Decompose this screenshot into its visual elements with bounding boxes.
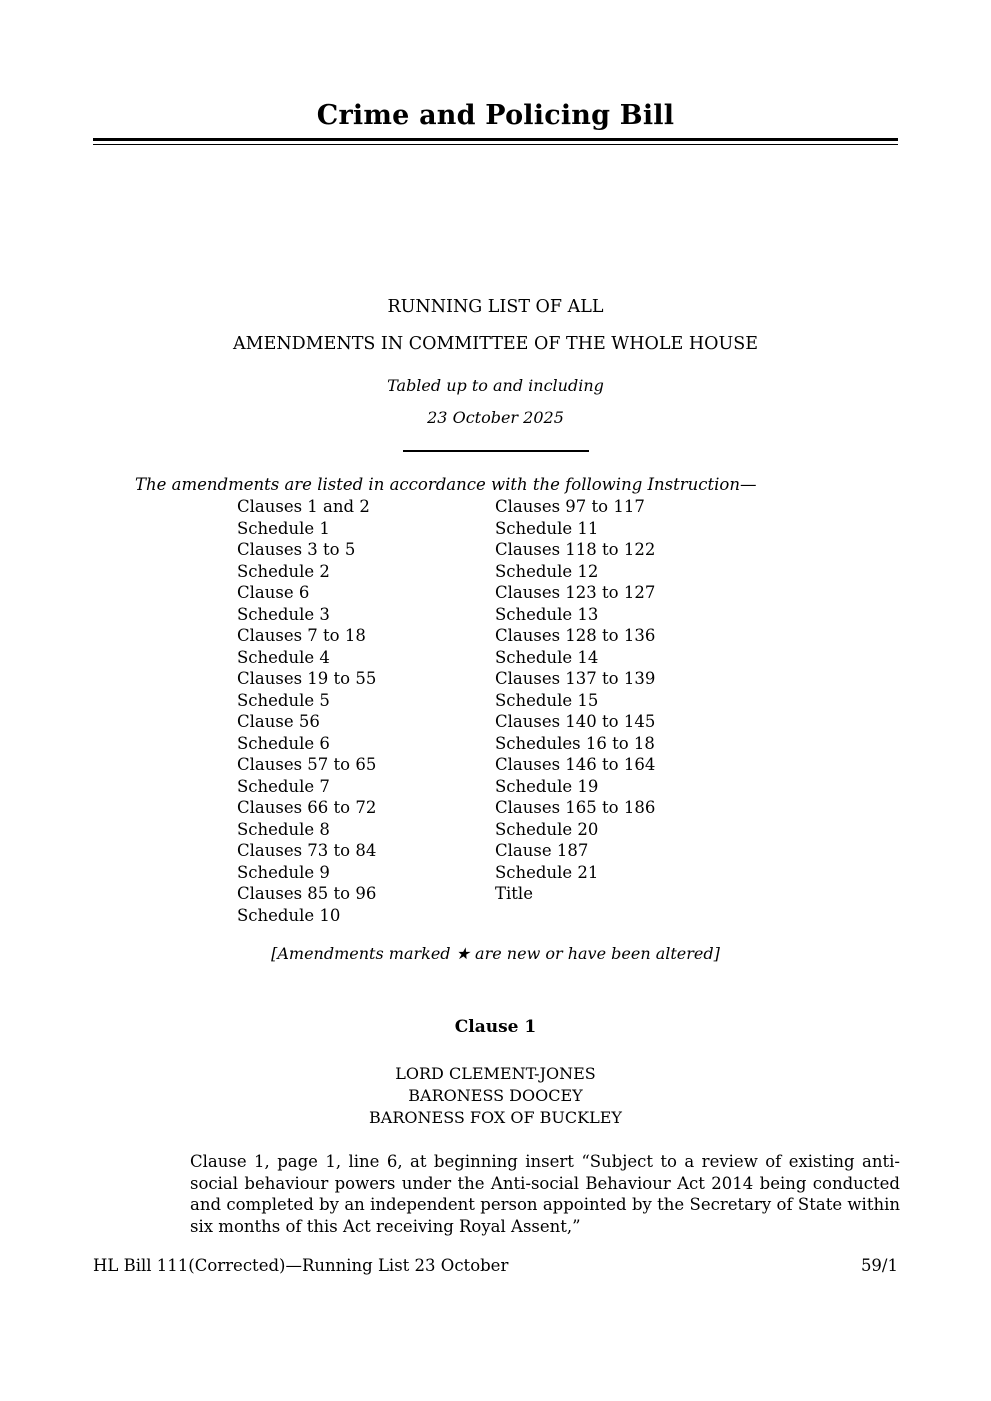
footer-bill-reference: HL Bill 111(Corrected)—Running List 23 October (93, 1256, 509, 1275)
instruction-list-item: Schedule 21 (495, 862, 599, 882)
instruction-list-item: Schedule 8 (237, 819, 330, 839)
instruction-list-item: Schedule 4 (237, 647, 330, 667)
instruction-list-item: Schedule 20 (495, 819, 599, 839)
instruction-list-item: Schedule 15 (495, 690, 599, 710)
sponsor-name: BARONESS DOOCEY (408, 1086, 583, 1105)
tabled-date: 23 October 2025 (427, 408, 564, 427)
instruction-intro: The amendments are listed in accordance with the following Instruction— (135, 475, 757, 494)
instruction-list-item: Clause 187 (495, 841, 589, 860)
instruction-columns (237, 496, 991, 926)
instruction-list-item: Clauses 66 to 72 (237, 798, 377, 817)
clause-heading: Clause 1 (454, 1017, 537, 1037)
instruction-list-item: Clause 56 (237, 712, 320, 731)
instruction-list-item: Schedule 3 (237, 604, 330, 624)
instruction-list-item: Clauses 19 to 55 (237, 669, 377, 688)
instruction-list-item: Clauses 128 to 136 (495, 626, 656, 645)
instruction-list-item: Schedule 13 (495, 604, 599, 624)
instruction-list-item: Schedule 11 (495, 518, 599, 538)
instruction-list-item: Schedule 7 (237, 776, 330, 796)
sponsor-name: BARONESS FOX OF BUCKLEY (369, 1108, 622, 1127)
instruction-list-item: Clauses 118 to 122 (495, 540, 656, 559)
instruction-list-item: Schedule 1 (237, 518, 330, 538)
title-rule-thin-line (93, 144, 898, 145)
instruction-list-item: Schedule 2 (237, 561, 330, 581)
instruction-list-item: Clauses 73 to 84 (237, 841, 377, 860)
instruction-list-item: Clauses 165 to 186 (495, 798, 656, 817)
instruction-list-item: Clauses 1 and 2 (237, 497, 370, 516)
instruction-list-item: Clauses 57 to 65 (237, 755, 377, 774)
instruction-list-item: Schedule 5 (237, 690, 330, 710)
instruction-column-right (495, 496, 991, 926)
instruction-list-item: Schedule 9 (237, 862, 330, 882)
instruction-list-item: Clauses 146 to 164 (495, 755, 656, 774)
instruction-list-item: Clauses 123 to 127 (495, 583, 656, 602)
page-footer (93, 1256, 898, 1275)
instruction-list-item: Schedule 10 (237, 905, 341, 925)
instruction-list-item: Clauses 7 to 18 (237, 626, 366, 645)
instruction-list-item: Clauses 97 to 117 (495, 497, 645, 516)
instruction-list-item: Title (495, 884, 533, 903)
instruction-list-item: Clause 6 (237, 583, 310, 602)
running-list-heading: RUNNING LIST OF ALL (387, 297, 604, 317)
instruction-list-item: Schedule 19 (495, 776, 599, 796)
bill-title: Crime and Policing Bill (316, 100, 675, 131)
instruction-list-item: Clauses 3 to 5 (237, 540, 356, 559)
footer-page-reference: 59/1 (860, 1256, 898, 1275)
committee-heading: AMENDMENTS IN COMMITTEE OF THE WHOLE HOUSE (233, 334, 758, 354)
tabled-note: Tabled up to and including (387, 376, 604, 395)
star-note: [Amendments marked ★ are new or have been altered] (271, 944, 720, 963)
title-rule-thick-line (93, 138, 898, 141)
sponsor-name: LORD CLEMENT-JONES (395, 1064, 596, 1083)
title-double-rule (93, 138, 898, 145)
instruction-list-item: Schedule 12 (495, 561, 599, 581)
amendment-text: Clause 1, page 1, line 6, at beginning insert “Subject to a review of existing anti-social behaviour powers under the Anti-social Behaviour Act 2014 being conducted and completed by an independent person appointed by the Secretary of State within six months of this Act receiving Royal Assent,” (190, 1152, 900, 1236)
instruction-list-item: Clauses 137 to 139 (495, 669, 656, 688)
instruction-column-left (237, 496, 495, 926)
instruction-list-item: Clauses 85 to 96 (237, 884, 377, 903)
sponsor-list (0, 1063, 991, 1129)
instruction-list-item: Schedule 14 (495, 647, 599, 667)
section-divider-rule (403, 450, 589, 452)
instruction-list-item: Clauses 140 to 145 (495, 712, 656, 731)
instruction-list-item: Schedules 16 to 18 (495, 733, 655, 753)
instruction-list-item: Schedule 6 (237, 733, 330, 753)
